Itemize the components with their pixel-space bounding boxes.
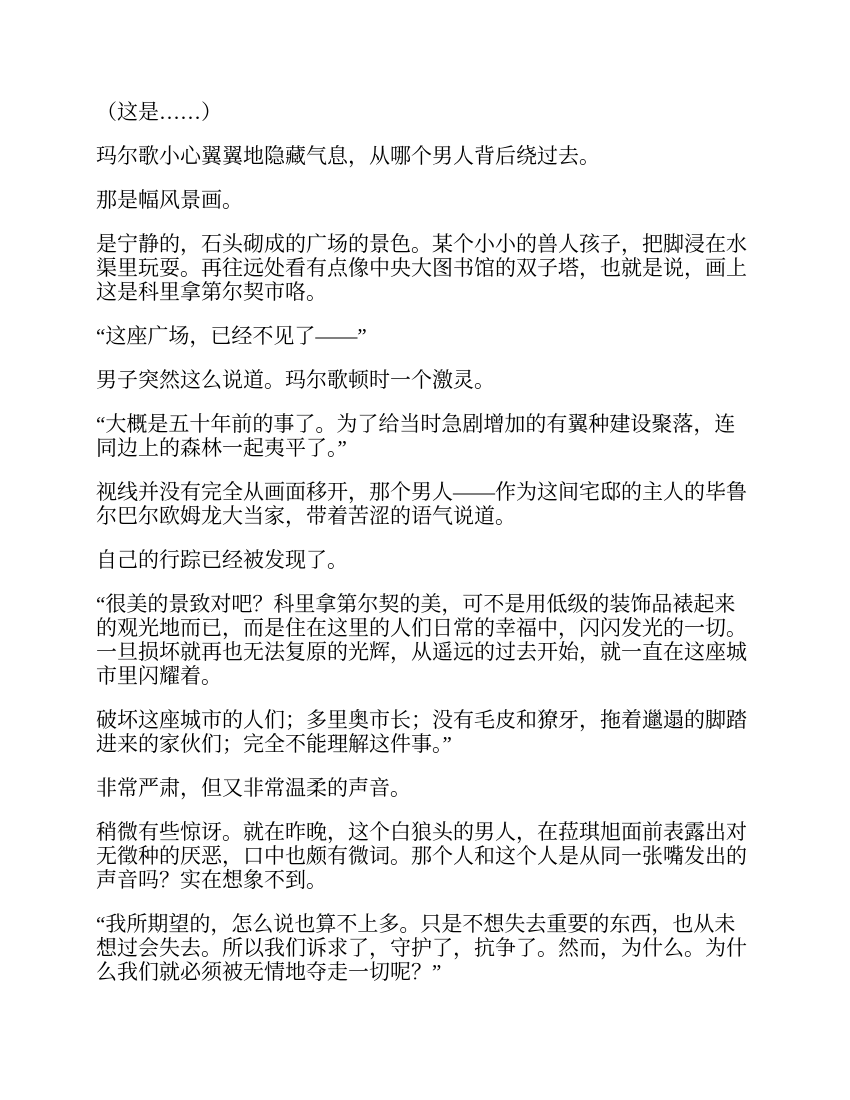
paragraph-14: “我所期望的，怎么说也算不上多。只是不想失去重要的东西，也从未想过会失去。所以我们诉求了，守护了，抗争了。然而，为什么。为什么我们就必须被无情地夺走一切呢？” [96, 912, 747, 984]
paragraph-6: 男子突然这么说道。玛尔歌顿时一个激灵。 [96, 368, 495, 392]
paragraph-2: 玛尔歌小心翼翼地隐藏气息，从哪个男人背后绕过去。 [96, 144, 600, 168]
paragraph-1: （这是……） [96, 100, 222, 124]
paragraph-11: 破坏这座城市的人们；多里奥市长；没有毛皮和獠牙，拖着邋遢的脚踏进来的家伙们；完全不能理解这件事。” [96, 708, 747, 756]
paragraph-5: “这座广场，已经不见了——” [96, 324, 367, 348]
paragraph-9: 自己的行踪已经被发现了。 [96, 548, 348, 572]
paragraph-3: 那是幅风景画。 [96, 188, 243, 212]
paragraph-4: 是宁静的，石头砌成的广场的景色。某个小小的兽人孩子，把脚浸在水渠里玩耍。再往远处看有点像中央大图书馆的双子塔，也就是说，画上这是科里拿第尔契市咯。 [96, 232, 747, 304]
paragraph-8: 视线并没有完全从画面移开，那个男人——作为这间宅邸的主人的毕鲁尔巴尔欧姆龙大当家，带着苦涩的语气说道。 [96, 480, 747, 528]
paragraph-12: 非常严肃，但又非常温柔的声音。 [96, 776, 411, 800]
paragraph-7: “大概是五十年前的事了。为了给当时急剧增加的有翼种建设聚落，连同边上的森林一起夷平了。” [96, 412, 736, 460]
novel-text-block [96, 100, 754, 984]
paragraph-13: 稍微有些惊讶。就在昨晚，这个白狼头的男人，在菈琪旭面前表露出对无徵种的厌恶，口中也颇有微词。那个人和这个人是从同一张嘴发出的声音吗？实在想象不到。 [96, 820, 747, 892]
paragraph-10: “很美的景致对吧？科里拿第尔契的美，可不是用低级的装饰品裱起来的观光地而已，而是住在这里的人们日常的幸福中，闪闪发光的一切。一旦损坏就再也无法复原的光辉，从遥远的过去开始，就一直在这座城市里闪耀着。 [96, 592, 747, 688]
